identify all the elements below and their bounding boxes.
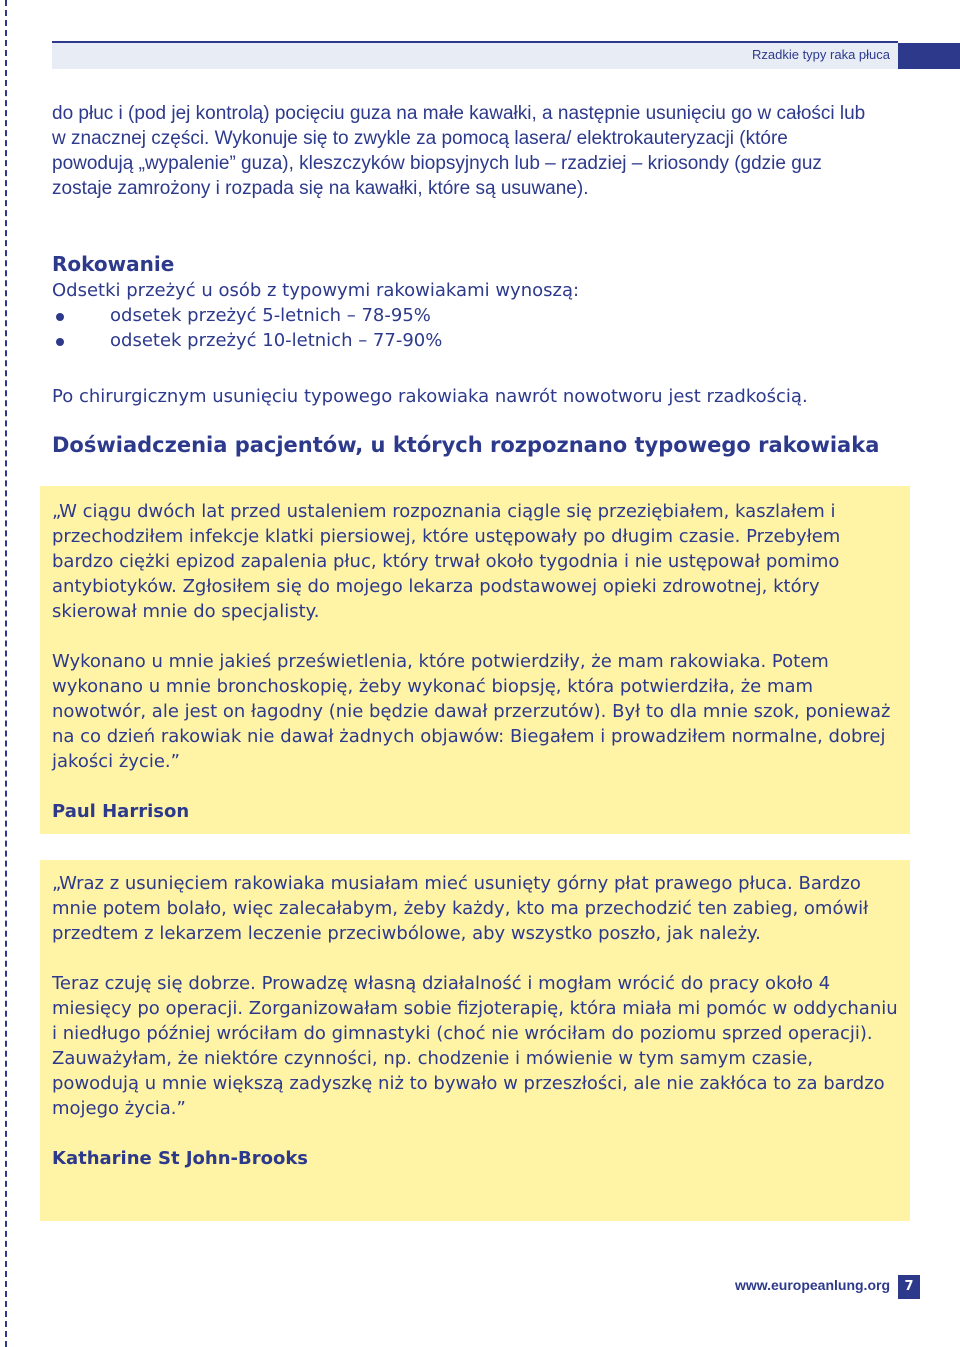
running-header — [52, 41, 898, 69]
quote-paragraph: Teraz czuję się dobrze. Prowadzę własną działalność i mogłam wrócić do pracy około 4 miesięcy po operacji. Zorganizowałam sobie fizjoterapię, która miała mi pomóc w oddychaniu i niedługo później wróciłam do gimnastyki (choć nie wróciłam do poziomu sprzed operacji). Zauważyłam, że niektóre czynności, np. chodzenie i mówienie w tym samym czasie, powodują u mnie większą zadyszkę niż to bywało w przeszłości, ale nie zakłóca to za bardzo mojego życia.” — [52, 973, 898, 1119]
footer-website-link[interactable]: www.europeanlung.org — [734, 1277, 890, 1293]
survival-list — [52, 303, 442, 353]
list-item: odsetek przeżyć 10-letnich – 77-90% — [52, 328, 442, 353]
experiences-heading: Doświadczenia pacjentów, u których rozpoznano typowego rakowiaka — [52, 433, 880, 457]
quote-paragraph: „W ciągu dwóch lat przed ustaleniem rozpoznania ciągle się przeziębiałem, kaszlałem i przechodziłem infekcje klatki piersiowej, które ustępowały po długim czasie. Przebyłem bardzo ciężki epizod zapalenia płuc, który trwał około tygodnia i nie ustępował pomimo antybiotyków. Zgłosiłem się do mojego lekarza podstawowej opieki zdrowotnej, który skierował mnie do specjalisty. — [52, 501, 841, 622]
quote-author: Paul Harrison — [52, 801, 190, 822]
patient-quote-box — [40, 860, 910, 1221]
quote-author: Katharine St John-Brooks — [52, 1148, 309, 1169]
intro-paragraph: do płuc i (pod jej kontrolą) pocięciu guza na małe kawałki, a następnie usunięciu go w całości lub w znacznej części. Wykonuje się to zwykle za pomocą lasera/ elektrokauteryzacji (które powodują „wypalenie” guza), kleszczyków biopsyjnych lub – rzadziej – kriosondy (gdzie guz zostaje zamrożony i rozpada się na kawałki, które są usuwane). — [52, 103, 866, 199]
patient-quote-box — [40, 486, 910, 834]
prognosis-lead: Odsetki przeżyć u osób z typowymi rakowiakami wynoszą: — [52, 280, 580, 301]
quote-paragraph: „Wraz z usunięciem rakowiaka musiałam mieć usunięty górny płat prawego płuca. Bardzo mnie potem bolało, więc zalecałabym, żeby każdy, kto ma przechodzić ten zabieg, omówił przedtem z lekarzem leczenie przeciwbólowe, aby wszystko poszło, jak należy. — [52, 873, 869, 944]
page-number: 7 — [898, 1275, 920, 1299]
running-header-title: Rzadkie typy raka płuca — [751, 47, 890, 62]
prognosis-heading: Rokowanie — [52, 252, 175, 276]
prognosis-note: Po chirurgicznym usunięciu typowego rakowiaka nawrót nowotworu jest rzadkością. — [52, 386, 808, 407]
header-accent-block — [898, 43, 960, 69]
quote-paragraph: Wykonano u mnie jakieś prześwietlenia, które potwierdziły, że mam rakowiaka. Potem wykonano u mnie bronchoskopię, żeby wykonać biopsję, która potwierdziła, że mam nowotwór, ale jest on łagodny (nie będzie dawał przerzutów). Był to dla mnie szok, ponieważ na co dzień rakowiak nie dawał żadnych objawów: Biegałem i prowadziłem normalne, dobrej jakości życie.” — [52, 651, 891, 772]
page-edge-dashes — [5, 0, 7, 1347]
list-item: odsetek przeżyć 5-letnich – 78-95% — [52, 303, 442, 328]
